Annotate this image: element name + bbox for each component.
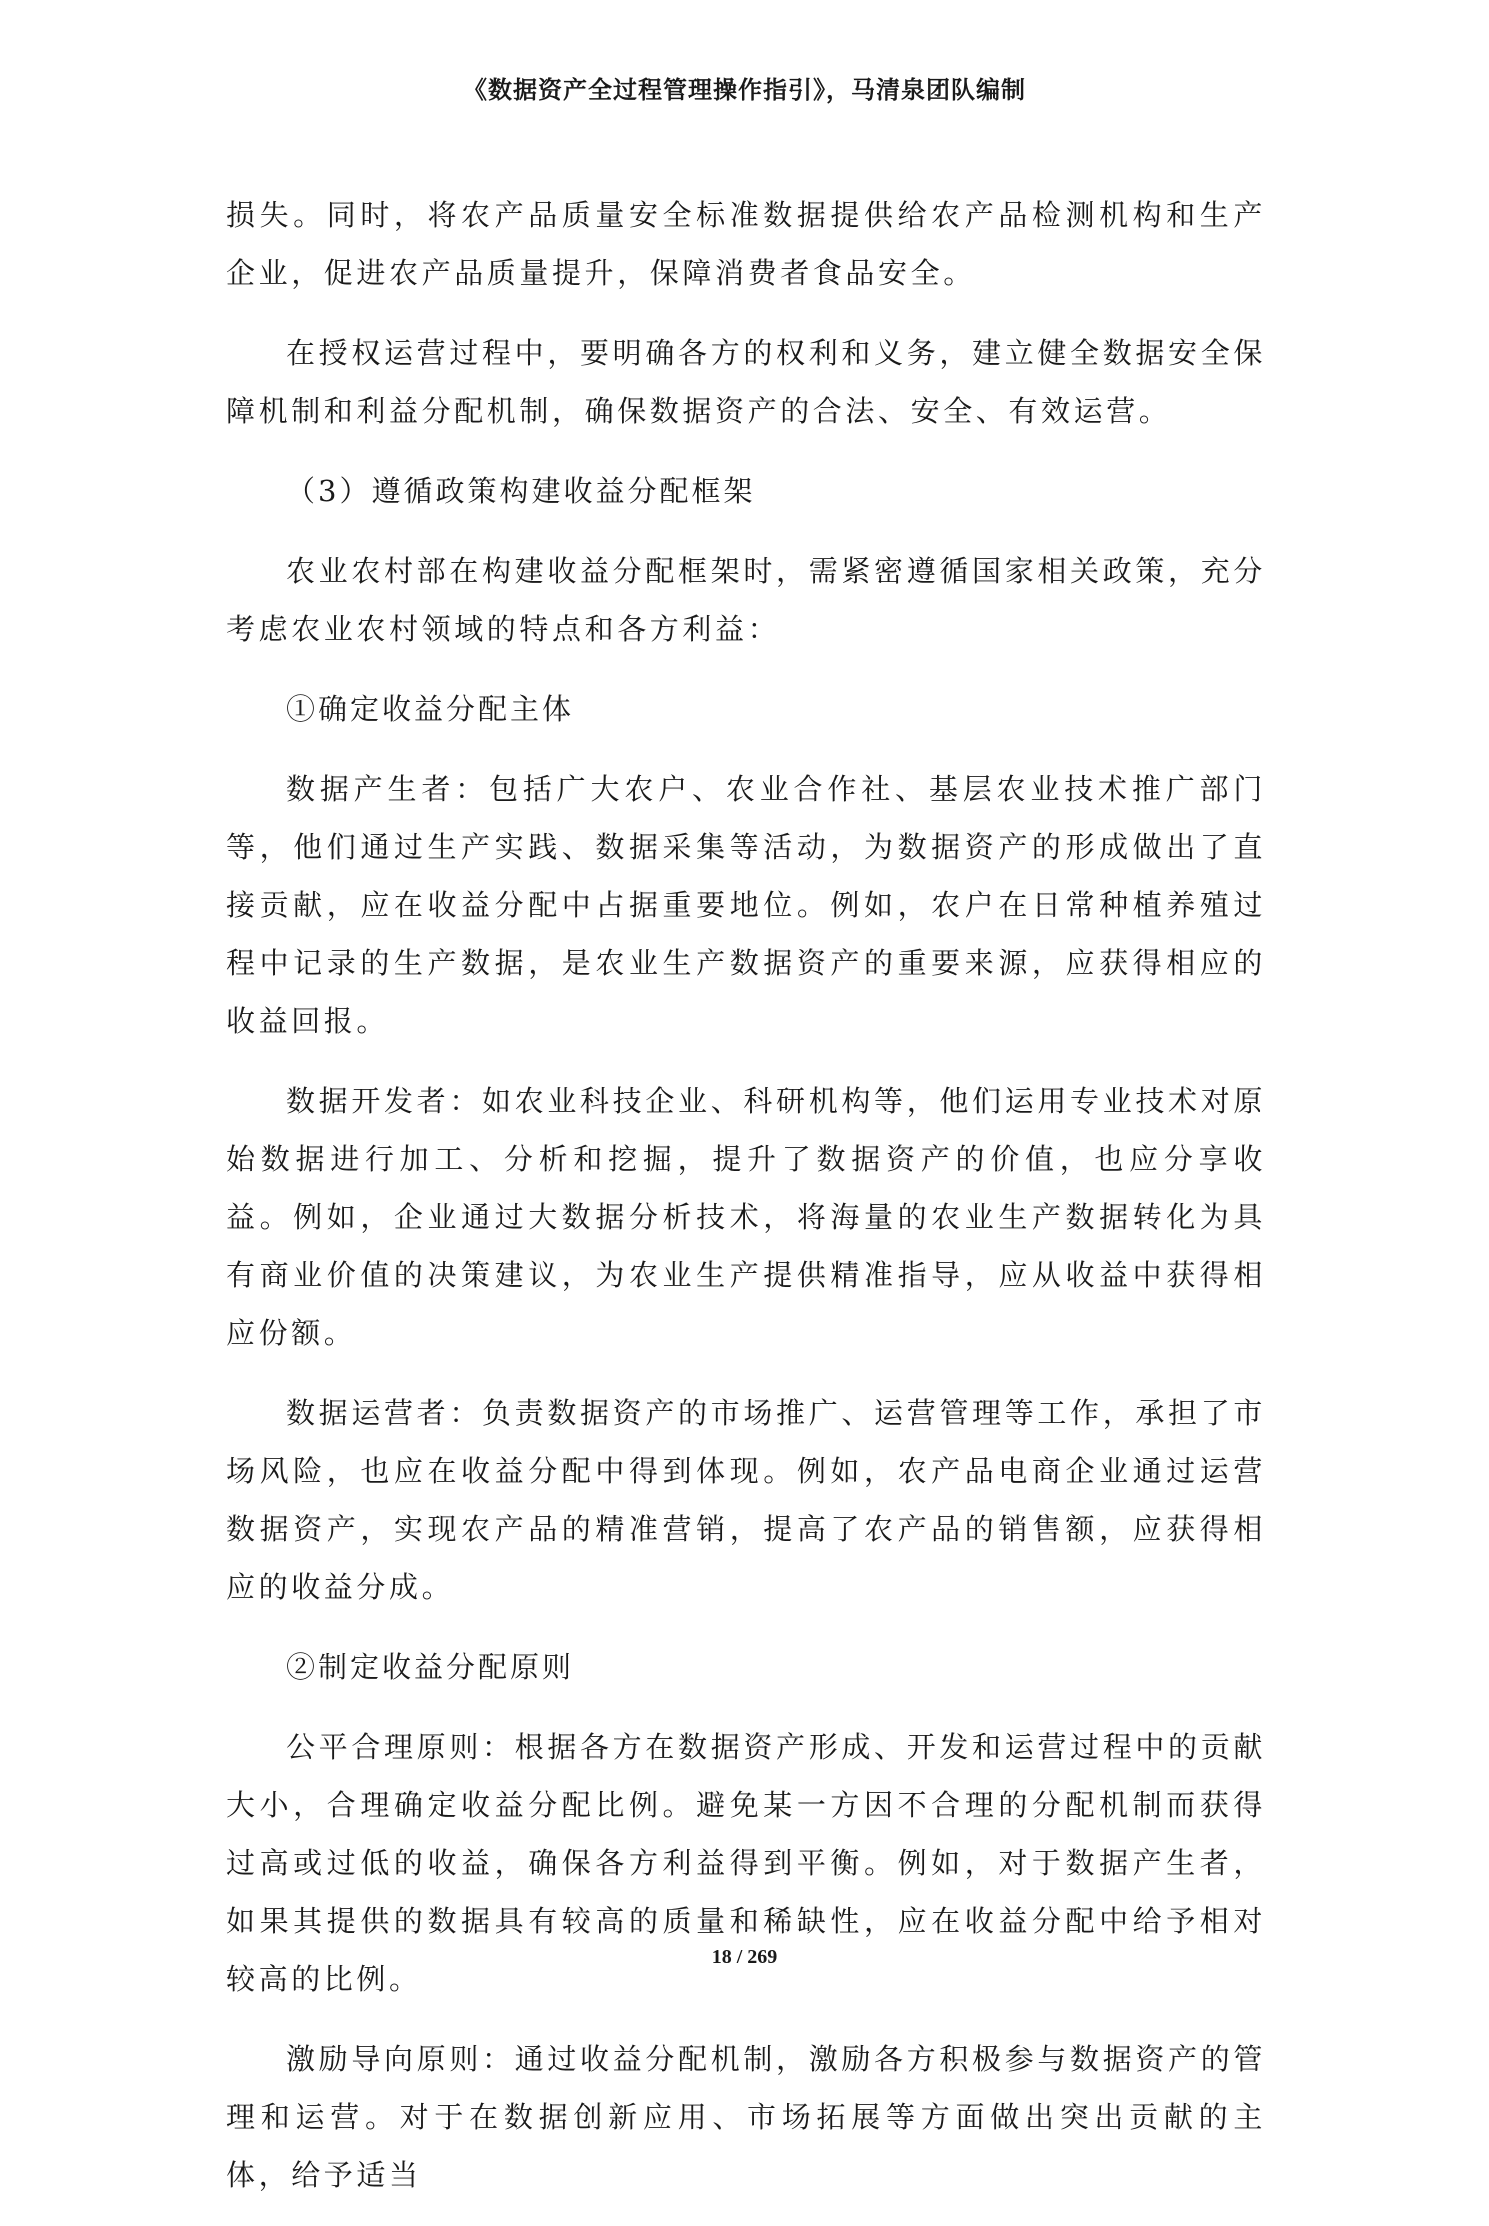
- page-body: [226, 186, 1266, 2226]
- paragraph: 损失。同时，将农产品质量安全标准数据提供给农产品检测机构和生产企业，促进农产品质量提升，保障消费者食品安全。: [226, 198, 1266, 290]
- paragraph: 公平合理原则：根据各方在数据资产形成、开发和运营过程中的贡献大小，合理确定收益分配比例。避免某一方因不合理的分配机制而获得过高或过低的收益，确保各方利益得到平衡。例如，对于数据产生者，如果其提供的数据具有较高的质量和稀缺性，应在收益分配中给予相对较高的比例。: [226, 1730, 1266, 1996]
- paragraph: 在授权运营过程中，要明确各方的权利和义务，建立健全数据安全保障机制和利益分配机制，确保数据资产的合法、安全、有效运营。: [226, 336, 1266, 428]
- section-heading: （3）遵循政策构建收益分配框架: [286, 474, 756, 508]
- paragraph: 激励导向原则：通过收益分配机制，激励各方积极参与数据资产的管理和运营。对于在数据创新应用、市场拓展等方面做出突出贡献的主体，给予适当: [226, 2042, 1266, 2192]
- subsection-heading: ①确定收益分配主体: [286, 692, 575, 726]
- paragraph: 数据运营者：负责数据资产的市场推广、运营管理等工作，承担了市场风险，也应在收益分配中得到体现。例如，农产品电商企业通过运营数据资产，实现农产品的精准营销，提高了农产品的销售额，应获得相应的收益分成。: [226, 1396, 1266, 1604]
- paragraph: 农业农村部在构建收益分配框架时，需紧密遵循国家相关政策，充分考虑农业农村领域的特点和各方利益：: [226, 554, 1266, 646]
- page-number: 18 / 269: [711, 1946, 778, 1968]
- paragraph: 数据开发者：如农业科技企业、科研机构等，他们运用专业技术对原始数据进行加工、分析和挖掘，提升了数据资产的价值，也应分享收益。例如，企业通过大数据分析技术，将海量的农业生产数据转化为具有商业价值的决策建议，为农业生产提供精准指导，应从收益中获得相应份额。: [226, 1084, 1266, 1350]
- subsection-heading: ②制定收益分配原则: [286, 1650, 575, 1684]
- paragraph: 数据产生者：包括广大农户、农业合作社、基层农业技术推广部门等，他们通过生产实践、数据采集等活动，为数据资产的形成做出了直接贡献，应在收益分配中占据重要地位。例如，农户在日常种植养殖过程中记录的生产数据，是农业生产数据资产的重要来源，应获得相应的收益回报。: [226, 772, 1266, 1038]
- running-header: 《数据资产全过程管理操作指引》，马清泉团队编制: [463, 75, 1026, 104]
